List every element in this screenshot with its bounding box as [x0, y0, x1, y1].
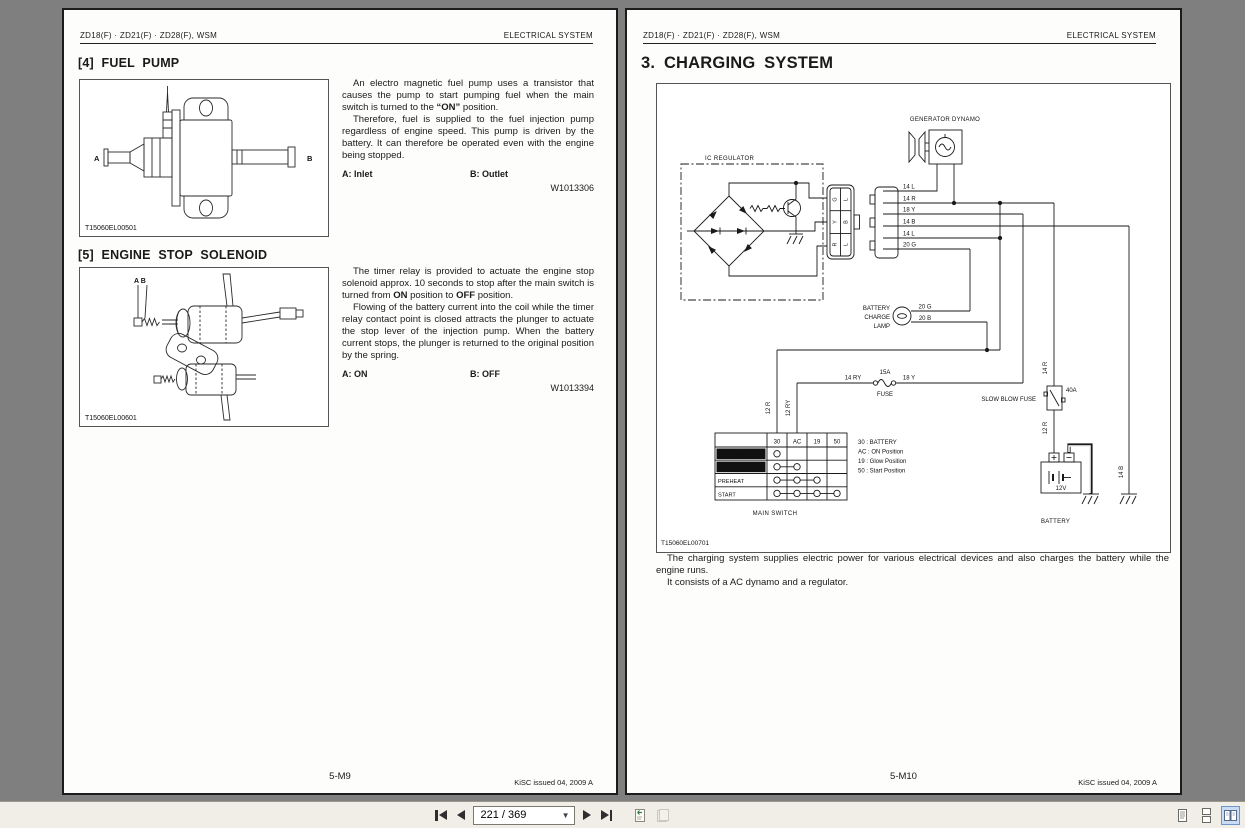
triangle-right-icon [601, 810, 609, 820]
solenoid-text [342, 266, 594, 394]
figure-solenoid [79, 267, 329, 427]
slow-blow-fuse-label: SLOW BLOW FUSE [981, 397, 1036, 403]
page-header [643, 31, 1156, 44]
page-number: 5-M10 [890, 771, 917, 782]
charge-lamp-symbol [893, 304, 987, 325]
w-code: W1013306 [550, 183, 594, 193]
next-page-icon [583, 810, 591, 820]
switch-legend: 19 : Glow Position [858, 459, 907, 465]
switch-legend: 50 : Start Position [858, 468, 906, 475]
slow-blow-fuse-symbol [1044, 386, 1065, 410]
text-run-bold: “ON” [436, 102, 461, 113]
section-title-fuel-pump: [4] FUEL PUMP [78, 56, 180, 70]
previous-view-icon [632, 808, 647, 823]
dropdown-arrow-icon[interactable]: ▼ [561, 810, 570, 820]
switch-col: 50 [833, 439, 841, 446]
connector-pin-letter: Y [832, 220, 839, 224]
single-page-view-button[interactable] [1173, 806, 1192, 825]
switch-row: START [718, 492, 736, 499]
viewer-toolbar [0, 801, 1245, 828]
issue-note: KiSC issued 04, 2009 A [514, 778, 593, 787]
legend-a: A: Inlet [342, 169, 373, 179]
previous-view-button[interactable] [630, 806, 649, 825]
connector-pin-letter: B [843, 220, 850, 224]
wire-label-vertical: 12 RY [786, 399, 792, 417]
paragraph: Therefore, fuel is supplied to the fuel injection pump regardless of engine speed. This pump is driven by the battery. It can therefore be operated even with the engine being stopped. [342, 114, 594, 161]
page-number-input[interactable] [474, 809, 562, 821]
paragraph: Flowing of the battery current into the coil while the timer relay contact point is closed attracts the plunger to actuate the stop lever of the injection pump. When the battery current stops, the plunger is returned to the original position by the spring. [342, 302, 594, 361]
switch-legend: 30 : BATTERY [858, 440, 897, 446]
manual-page-right [625, 8, 1182, 795]
paragraph: The charging system supplies electric power for various electrical devices and also charges the battery while the engine runs. [656, 553, 1169, 576]
fuel-pump-text [342, 78, 594, 194]
continuous-view-button[interactable] [1197, 806, 1216, 825]
generator-dynamo-label: GENERATOR DYNAMO [909, 117, 981, 123]
switch-legend: AC : ON Position [858, 449, 904, 456]
wire-label: 20 G [903, 242, 917, 249]
charge-lamp-label: CHARGE [864, 315, 890, 321]
text-run-bold: ON [393, 290, 408, 301]
legend-b: B: Outlet [470, 169, 508, 179]
switch-row: ON (RUN) [718, 465, 742, 472]
switch-row: PREHEAT [718, 479, 745, 486]
legend-b: B: OFF [470, 369, 500, 379]
text-run: position to [407, 290, 457, 301]
view-history-buttons [630, 806, 672, 825]
last-page-icon [610, 810, 613, 821]
battery-label: BATTERY [1041, 519, 1071, 525]
next-view-icon [655, 808, 670, 823]
figure-charging-diagram [656, 83, 1171, 553]
solenoid-symbol [134, 274, 303, 420]
main-switch-label: MAIN SWITCH [752, 511, 798, 517]
fig-label-a: A [94, 154, 100, 163]
text-run-bold: OFF [456, 290, 476, 301]
page-navigation [433, 802, 672, 828]
generator-dynamo-symbol [909, 130, 962, 164]
charging-wiring-diagram [657, 84, 1168, 550]
wire-label: 20 B [918, 316, 932, 322]
triangle-left-icon [439, 810, 447, 820]
wire-label: 18 Y [902, 375, 916, 382]
fig-label-b: B [307, 154, 313, 163]
text-run: The timer relay is provided to actuate the engine stop solenoid approx. 10 seconds to stop after the main switch is turned from [342, 266, 594, 301]
switch-col: AC [792, 439, 802, 446]
continuous-pages-icon [1199, 808, 1214, 823]
wire-label: 14 L [903, 184, 915, 191]
figure-code: T15060EL00701 [661, 540, 710, 547]
previous-page-icon [457, 810, 465, 820]
legend-row [342, 368, 594, 380]
section-title-charging: 3. CHARGING SYSTEM [641, 54, 834, 72]
wire-label: 20 G [918, 304, 932, 311]
connector-pin-letter: L [843, 197, 850, 202]
legend-a: A: ON [342, 369, 368, 379]
wire-label-vertical: 12 R [1043, 421, 1049, 435]
page-number: 5-M9 [329, 771, 351, 782]
issue-note: KiSC issued 04, 2009 A [1078, 778, 1157, 787]
legend-row [342, 168, 594, 180]
text-run: position. [475, 290, 514, 301]
last-page-button[interactable] [599, 808, 615, 823]
fuse-label: FUSE [876, 392, 894, 398]
previous-page-button[interactable] [455, 808, 467, 822]
fuel-pump-drawing [80, 80, 326, 234]
figure-code: T15060EL00501 [85, 225, 137, 232]
wire-label: 14 L [903, 231, 915, 238]
paragraph [342, 266, 594, 302]
first-page-button[interactable] [433, 808, 449, 823]
w-code: W1013394 [550, 383, 594, 393]
fuse-symbol [873, 380, 895, 387]
ic-regulator-label: IC REGULATOR [705, 156, 755, 162]
wire-label: 14 R [903, 196, 916, 203]
two-up-view-button[interactable] [1221, 806, 1240, 825]
wire-label-vertical: 14 R [1043, 361, 1049, 375]
first-page-icon [435, 810, 438, 821]
header-models: ZD18(F) · ZD21(F) · ZD28(F), WSM [643, 31, 781, 40]
ic-regulator-symbol [681, 164, 827, 300]
figure-fuel-pump [79, 79, 329, 237]
section-title-solenoid: [5] ENGINE STOP SOLENOID [78, 248, 268, 262]
page-layout-buttons [1173, 802, 1240, 828]
page-number-field [473, 806, 575, 825]
single-page-icon [1175, 808, 1190, 823]
paragraph: It consists of a AC dynamo and a regulator. [667, 577, 849, 588]
text-run: An electro magnetic fuel pump uses a transistor that causes the pump to start pumping fuel when the main switch is turned to the [342, 78, 594, 113]
wire-label-vertical: 14 B [1119, 465, 1125, 479]
wire-label-vertical: 12 R [766, 401, 772, 415]
connector-pin-letter: L [843, 242, 850, 247]
charge-lamp-label: LAMP [873, 324, 890, 330]
connector-pin-letter: R [832, 242, 839, 247]
header-models: ZD18(F) · ZD21(F) · ZD28(F), WSM [80, 31, 218, 40]
paragraph [342, 78, 594, 114]
wire-label: 18 Y [903, 207, 916, 214]
charging-system-text [656, 553, 1169, 589]
header-section: ELECTRICAL SYSTEM [503, 31, 593, 40]
connector-pin-letter: G [832, 197, 839, 202]
switch-col: 19 [813, 439, 821, 446]
next-page-button[interactable] [581, 808, 593, 822]
harness-connector [870, 187, 898, 258]
switch-row: OFF (STOP) [718, 452, 748, 459]
figure-code: T15060EL00601 [85, 415, 137, 422]
header-section: ELECTRICAL SYSTEM [1066, 31, 1156, 40]
battery-voltage: 12V [1055, 486, 1067, 492]
wire-label: 14 B [903, 219, 916, 226]
two-up-pages-icon [1223, 808, 1238, 823]
fig-label-ab: A B [134, 278, 146, 285]
fuse-rating: 15A [879, 370, 891, 376]
fuel-pump-symbol [104, 86, 295, 218]
charge-lamp-label: BATTERY [862, 306, 890, 312]
page-header [80, 31, 593, 44]
wiring-diagram [661, 117, 1137, 547]
switch-col: 30 [773, 439, 781, 446]
solenoid-drawing [80, 268, 326, 424]
wire-label: 14 RY [844, 375, 862, 382]
manual-page-left [62, 8, 618, 795]
text-run: position. [460, 102, 499, 113]
next-view-button[interactable] [653, 806, 672, 825]
fuse-rating: 40A [1066, 388, 1077, 394]
